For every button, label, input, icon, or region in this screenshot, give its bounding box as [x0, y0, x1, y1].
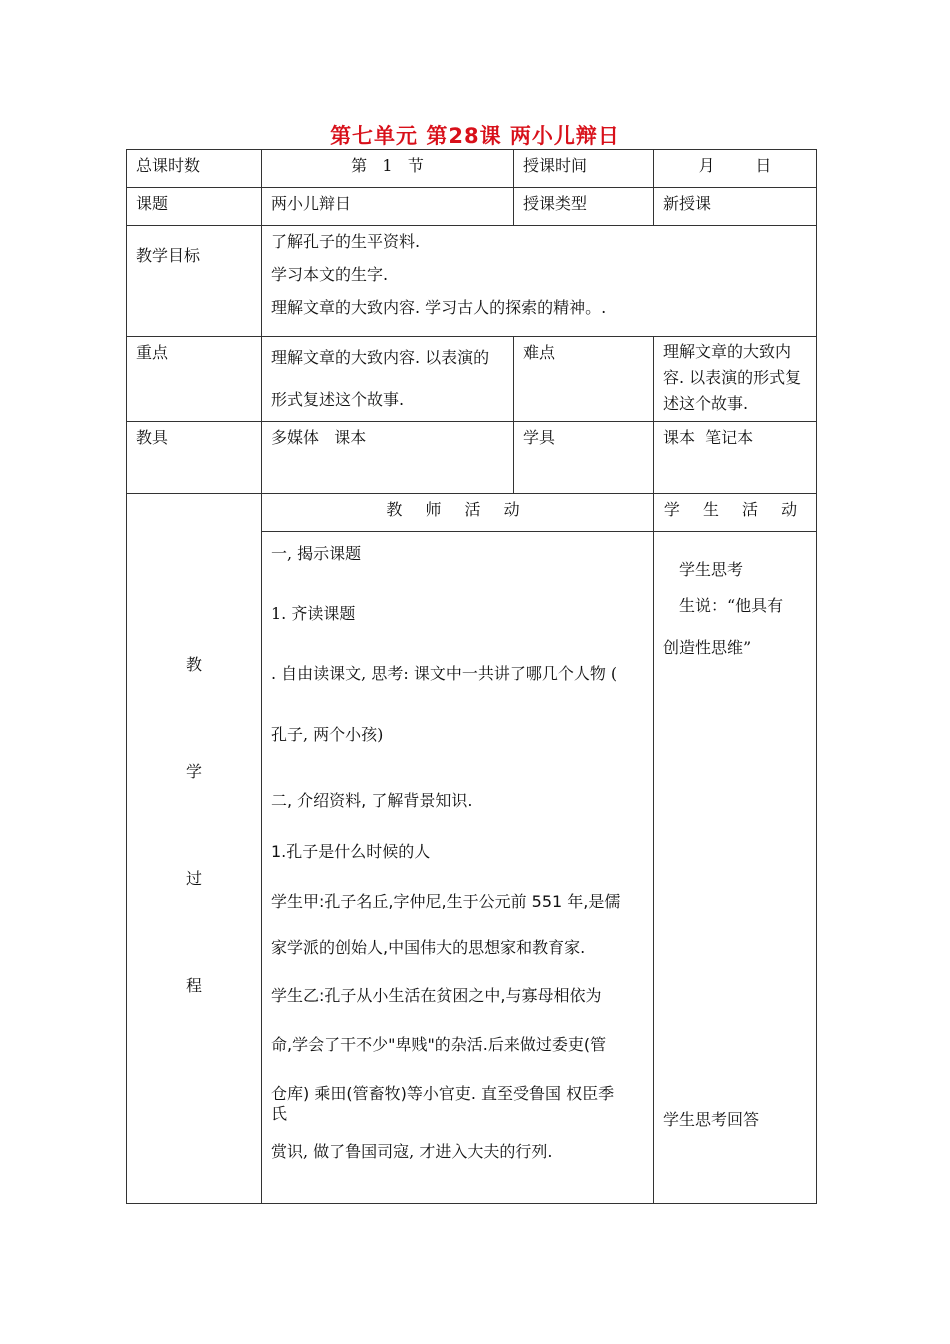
focus-row	[127, 337, 817, 422]
class-time-label: 授课时间	[523, 156, 588, 175]
section-number: 第 1 节	[351, 156, 424, 175]
teacher-line: . 自由读课文, 思考: 课文中一共讲了哪几个人物 (	[271, 664, 618, 683]
total-hours-label: 总课时数	[136, 156, 201, 175]
focus-line: 理解文章的大致内容. 以表演的	[271, 348, 490, 367]
student-line: 生说：“他具有	[679, 596, 784, 615]
activity-header-row	[127, 494, 817, 532]
goal-item: 了解孔子的生平资料.	[271, 232, 421, 251]
goals-label: 教学目标	[136, 246, 201, 265]
teacher-line: 1.孔子是什么时候的人	[271, 842, 431, 861]
focus-line: 形式复述这个故事.	[271, 390, 405, 409]
topic-row	[127, 188, 817, 226]
student-line: 学生思考回答	[663, 1110, 760, 1129]
goal-item: 理解文章的大致内容. 学习古人的探索的精神。.	[271, 298, 607, 318]
teacher-line: 一, 揭示课题	[271, 544, 362, 563]
difficulty-label: 难点	[523, 343, 556, 362]
process-label-char: 教	[185, 655, 202, 674]
teacher-line: 1. 齐读课题	[271, 604, 356, 623]
lesson-type-label: 授课类型	[523, 194, 588, 213]
goal-item: 学习本文的生字.	[271, 265, 389, 285]
header-row	[127, 150, 817, 188]
class-date: 月 日	[698, 156, 772, 175]
teacher-tools-value: 多媒体 课本	[271, 428, 367, 447]
process-label-char: 过	[185, 869, 202, 888]
student-tools-value: 课本 笔记本	[663, 428, 754, 447]
student-activity	[654, 532, 816, 1129]
teacher-activity-header: 教 师 活 动	[386, 500, 529, 519]
process-label-char: 程	[185, 976, 202, 995]
topic-value: 两小儿辩日	[271, 194, 352, 213]
goals-list	[262, 226, 816, 318]
focus-label: 重点	[136, 343, 169, 362]
teacher-line: 学生乙:孔子从小生活在贫困之中,与寡母相依为	[271, 986, 602, 1005]
goals-row	[127, 226, 817, 337]
lesson-type-value: 新授课	[663, 194, 712, 213]
focus-text	[262, 337, 513, 421]
difficulty-text: 理解文章的大致内容. 以表演的形式复述这个故事.	[663, 342, 802, 413]
teacher-tools-label: 教具	[136, 428, 169, 447]
topic-label: 课题	[136, 194, 169, 213]
teacher-line: 孔子, 两个小孩)	[271, 725, 384, 744]
lesson-plan-table	[126, 149, 817, 1204]
teacher-activity	[262, 532, 653, 1161]
teacher-line: 家学派的创始人,中国伟大的思想家和教育家.	[271, 938, 586, 957]
lesson-title: 第七单元 第28课 两小儿辩日	[330, 124, 620, 148]
student-line: 学生思考	[679, 560, 744, 579]
process-label-char: 学	[185, 762, 202, 781]
teacher-line: 仓库) 乘田(管畜牧)等小官吏. 直至受鲁国 权臣季	[271, 1084, 615, 1103]
teacher-line: 命,学会了干不少"卑贱"的杂活.后来做过委吏(管	[271, 1035, 607, 1054]
student-tools-label: 学具	[523, 428, 556, 447]
student-activity-header: 学 生 活 动	[663, 500, 807, 519]
teacher-line: 二, 介绍资料, 了解背景知识.	[271, 791, 473, 810]
teacher-line: 赏识, 做了鲁国司寇, 才进入大夫的行列.	[271, 1142, 553, 1161]
tools-row	[127, 422, 817, 494]
student-line: 创造性思维”	[663, 638, 752, 657]
teacher-line: 氏	[271, 1104, 288, 1123]
teacher-line: 学生甲:孔子名丘,字仲尼,生于公元前 551 年,是儒	[271, 892, 621, 911]
teaching-process-label	[127, 494, 261, 1080]
